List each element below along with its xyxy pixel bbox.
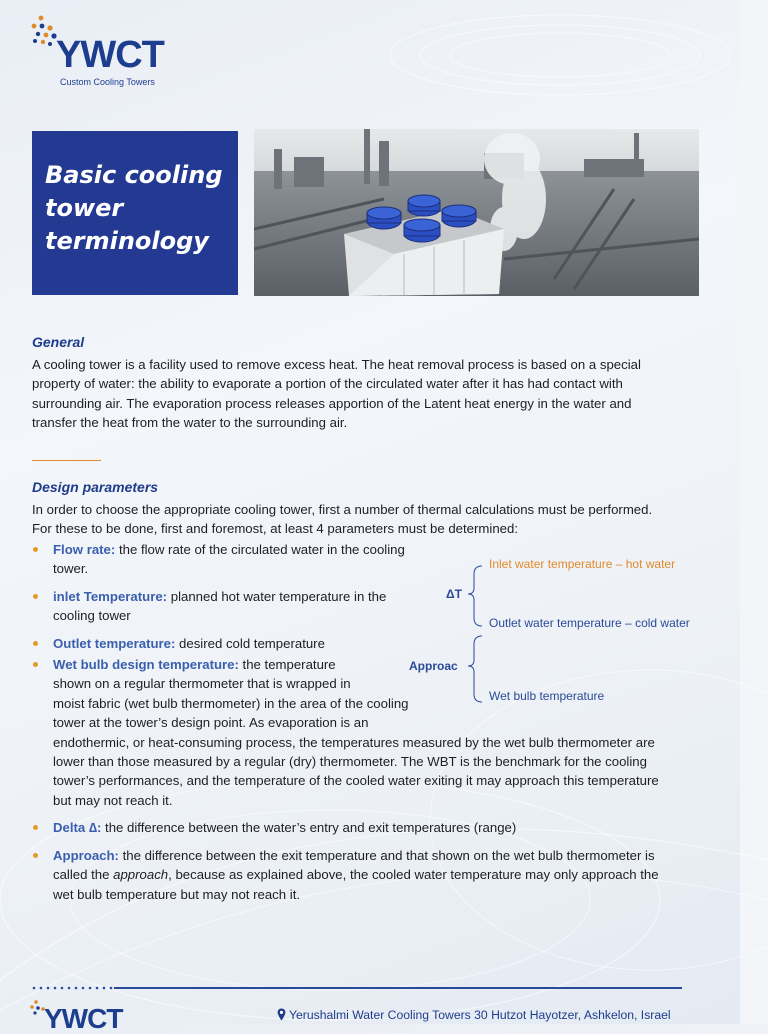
bullet-term: Outlet temperature: <box>53 636 176 651</box>
section-divider <box>32 460 101 461</box>
bullet-text: tower at the tower’s design point. As evaporation is an <box>53 715 369 731</box>
bullet-text: but may not reach it. <box>53 792 173 808</box>
bullet-term: inlet Temperature: <box>53 589 168 604</box>
bullet-flow-rate <box>53 540 405 579</box>
bullet-text: wet bulb temperature but may not reach it. <box>53 886 301 902</box>
general-line: transfer the heat from the water to the surrounding air. <box>32 415 348 431</box>
bullet-text: tower’s performances, and the temperature of the cooled water exiting it may approach this temperature <box>53 773 659 789</box>
general-line: property of water: the ability to evaporate a portion of the circulated water after it has had contact with <box>32 376 623 392</box>
footer-rule <box>114 987 682 989</box>
location-pin-icon <box>277 1008 286 1021</box>
bullet-wet-bulb <box>53 655 713 810</box>
footer-address: Yerushalmi Water Cooling Towers 30 Hutzot Hayotzer, Ashkelon, Israel <box>289 1008 671 1022</box>
bullet-text: called the <box>53 867 114 883</box>
design-intro-line: In order to choose the appropriate cooling tower, first a number of thermal calculations must be performed. <box>32 502 653 517</box>
brand-logo <box>30 14 180 90</box>
bullet-text: the difference between the exit temperature and that shown on the wet bulb thermometer is <box>118 848 655 863</box>
bullet-term: Wet bulb design temperature: <box>53 657 239 672</box>
design-parameters-heading: Design parameters <box>32 479 159 495</box>
design-intro <box>32 500 692 539</box>
title-box <box>32 131 238 295</box>
bullet-text: the flow rate of the circulated water in the cooling <box>115 542 405 557</box>
bullet-emphasis: approach <box>113 867 169 883</box>
bullet-text: planned hot water temperature in the <box>167 589 387 604</box>
page-edge-strip <box>740 0 768 1024</box>
diagram-wetbulb-label: Wet bulb temperature <box>489 689 605 703</box>
bullet-text: desired cold temperature <box>175 636 325 651</box>
bullet-term: Delta ∆: <box>53 820 102 835</box>
logo-tagline: Custom Cooling Towers <box>60 77 155 87</box>
bullet-text: tower. <box>53 561 89 577</box>
diagram-approach-label: Approac <box>409 659 458 673</box>
bullet-delta <box>53 818 516 837</box>
bullet-approach <box>53 846 713 904</box>
footer-logo-wordmark: YWCT <box>44 1003 123 1034</box>
design-intro-line: For these to be done, first and foremost, at least 4 parameters must be determined: <box>32 521 518 537</box>
bullet-text: endothermic, or heat-consuming process, the temperatures measured by the wet bulb thermometer are <box>53 734 655 750</box>
bullet-text: the difference between the water’s entry and exit temperatures (range) <box>101 820 517 835</box>
bullet-outlet-temperature <box>53 634 325 653</box>
general-line: A cooling tower is a facility used to remove excess heat. The heat removal process is based on a special <box>32 357 641 372</box>
logo-wordmark: YWCT <box>56 34 164 76</box>
bullet-text: , because as explained above, the cooled water temperature may only approach the <box>168 867 659 883</box>
page-title: Basic cooling tower terminology <box>45 161 223 255</box>
general-heading: General <box>32 334 85 350</box>
bullet-text: cooling tower <box>53 608 131 624</box>
diagram-outlet-label: Outlet water temperature – cold water <box>489 616 690 630</box>
diagram-inlet-label: Inlet water temperature – hot water <box>489 557 676 571</box>
general-line: surrounding air. The evaporation process releases apportion of the Latent heat energy in the water and <box>32 395 632 411</box>
bullet-text: lower than those measured by a regular (dry) thermometer. The WBT is the benchmark for the cooling <box>53 754 647 770</box>
bullet-inlet-temperature <box>53 587 386 626</box>
bullet-text: moist fabric (wet bulb thermometer) in the area of the cooling <box>53 695 409 711</box>
footer-dotted-rule <box>32 986 114 990</box>
diagram-delta-label: ΔT <box>446 587 462 601</box>
bullet-term: Approach: <box>53 848 119 863</box>
general-paragraph <box>32 355 692 433</box>
bullet-text: shown on a regular thermometer that is wrapped in <box>53 676 351 692</box>
bullet-text: the temperature <box>238 657 336 672</box>
industrial-cooling-plant-photo <box>254 129 699 296</box>
bullet-term: Flow rate: <box>53 542 116 557</box>
